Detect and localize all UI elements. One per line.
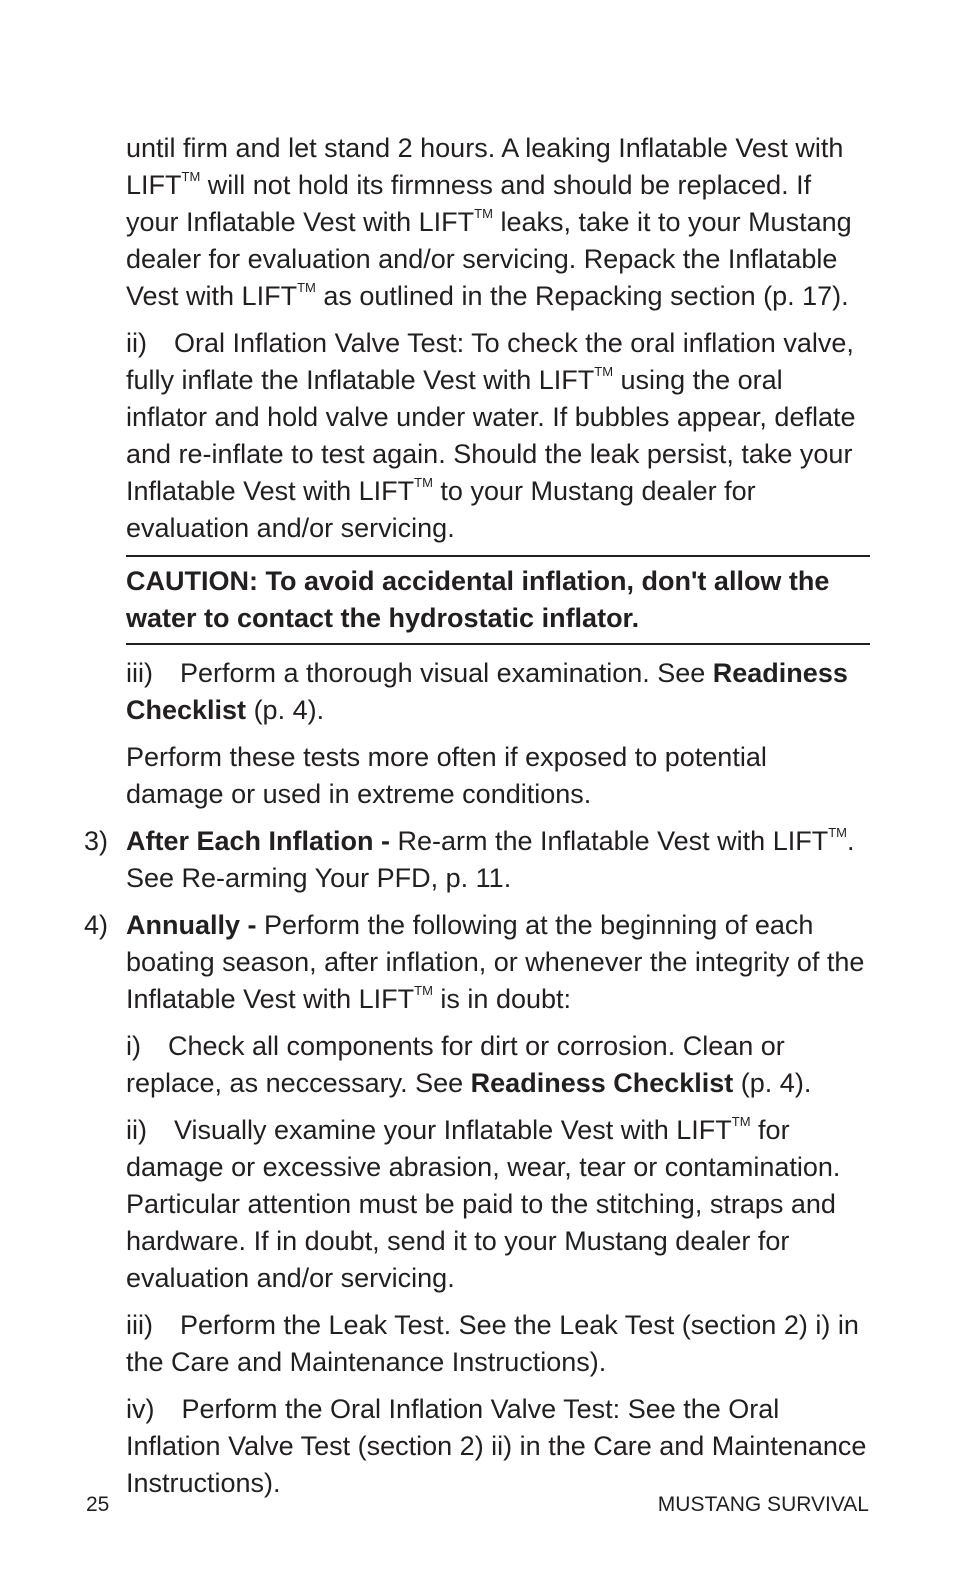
- trademark-mark: TM: [594, 364, 614, 379]
- list-item-number: 3): [84, 826, 109, 856]
- paragraph-leak-test-continued: until firm and let stand 2 hours. A leaking Inflatable Vest with LIFT™ will not hold its firmness and should be replaced. If your Inflatable Vest with LIFT™ leaks, take it to your Mustang dealer for evaluation and/or servicing. Repack the Inflatable Vest with LIFT™ as outlined in the Repacking section (p. 17).: [126, 133, 852, 311]
- caution-text: CAUTION: To avoid accidental inflation, don't allow the water to contact the hydrostatic inflator.: [126, 566, 830, 633]
- page-body: [84, 130, 870, 1502]
- trademark-mark: TM: [181, 169, 201, 184]
- list-item-annually: 4) Annually - Perform the following at the beginning of each boating season, after inflation, or whenever the integrity of the Inflatable Vest with LIFT™ is in doubt:: [126, 907, 870, 1018]
- sub-item-oral-inflation-valve-test: iv) Perform the Oral Inflation Valve Test: See the Oral Inflation Valve Test (section 2) ii) in the Care and Maintenance Instructions).: [126, 1394, 867, 1498]
- trademark-mark: TM: [474, 206, 493, 221]
- trademark-mark: TM: [297, 280, 316, 295]
- footer-brand: MUSTANG SURVIVAL: [657, 1493, 869, 1516]
- paragraph-test-frequency: Perform these tests more often if exposed to potential damage or used in extreme conditions.: [126, 742, 767, 809]
- page-number: 25: [86, 1493, 110, 1516]
- sub-item-visual-examine: ii) Visually examine your Inflatable Vest with LIFT™ for damage or excessive abrasion, wear, tear or contamination. Particular attention must be paid to the stitching, straps and hardware. If in doubt, send it to your Mustang dealer for evaluation and/or servicing.: [126, 1114, 841, 1293]
- readiness-checklist-reference: Readiness Checklist: [470, 1068, 734, 1098]
- list-item-heading: After Each Inflation -: [126, 826, 391, 856]
- trademark-mark: TM: [828, 825, 847, 840]
- sub-item-check-components: i) Check all components for dirt or corrosion. Clean or replace, as neccessary. See Readiness Checklist (p. 4).: [126, 1031, 812, 1098]
- sub-item-leak-test: iii) Perform the Leak Test. See the Leak Test (section 2) i) in the Care and Maintenance Instructions).: [126, 1310, 859, 1377]
- caution-box: [126, 555, 870, 645]
- trademark-mark: TM: [414, 475, 433, 490]
- list-item-number: 4): [84, 910, 109, 940]
- trademark-mark: TM: [731, 1114, 751, 1129]
- trademark-mark: TM: [414, 983, 433, 998]
- list-item-heading: Annually -: [126, 910, 257, 940]
- paragraph-visual-examination: iii) Perform a thorough visual examination. See Readiness Checklist (p. 4).: [126, 658, 848, 725]
- paragraph-oral-inflation-valve-test: ii) Oral Inflation Valve Test: To check the oral inflation valve, fully inflate the Inflatable Vest with LIFT™ using the oral inflator and hold valve under water. If bubbles appear, deflate and re-inflate to test again. Should the leak persist, take your Inflatable Vest with LIFT™ to your Mustang dealer for evaluation and/or servicing.: [126, 328, 856, 543]
- list-item-after-each-inflation: 3) After Each Inflation - Re-arm the Inflatable Vest with LIFT™. See Re-arming Your PFD, p. 11.: [84, 825, 855, 893]
- readiness-checklist-reference: Readiness Checklist: [126, 658, 848, 725]
